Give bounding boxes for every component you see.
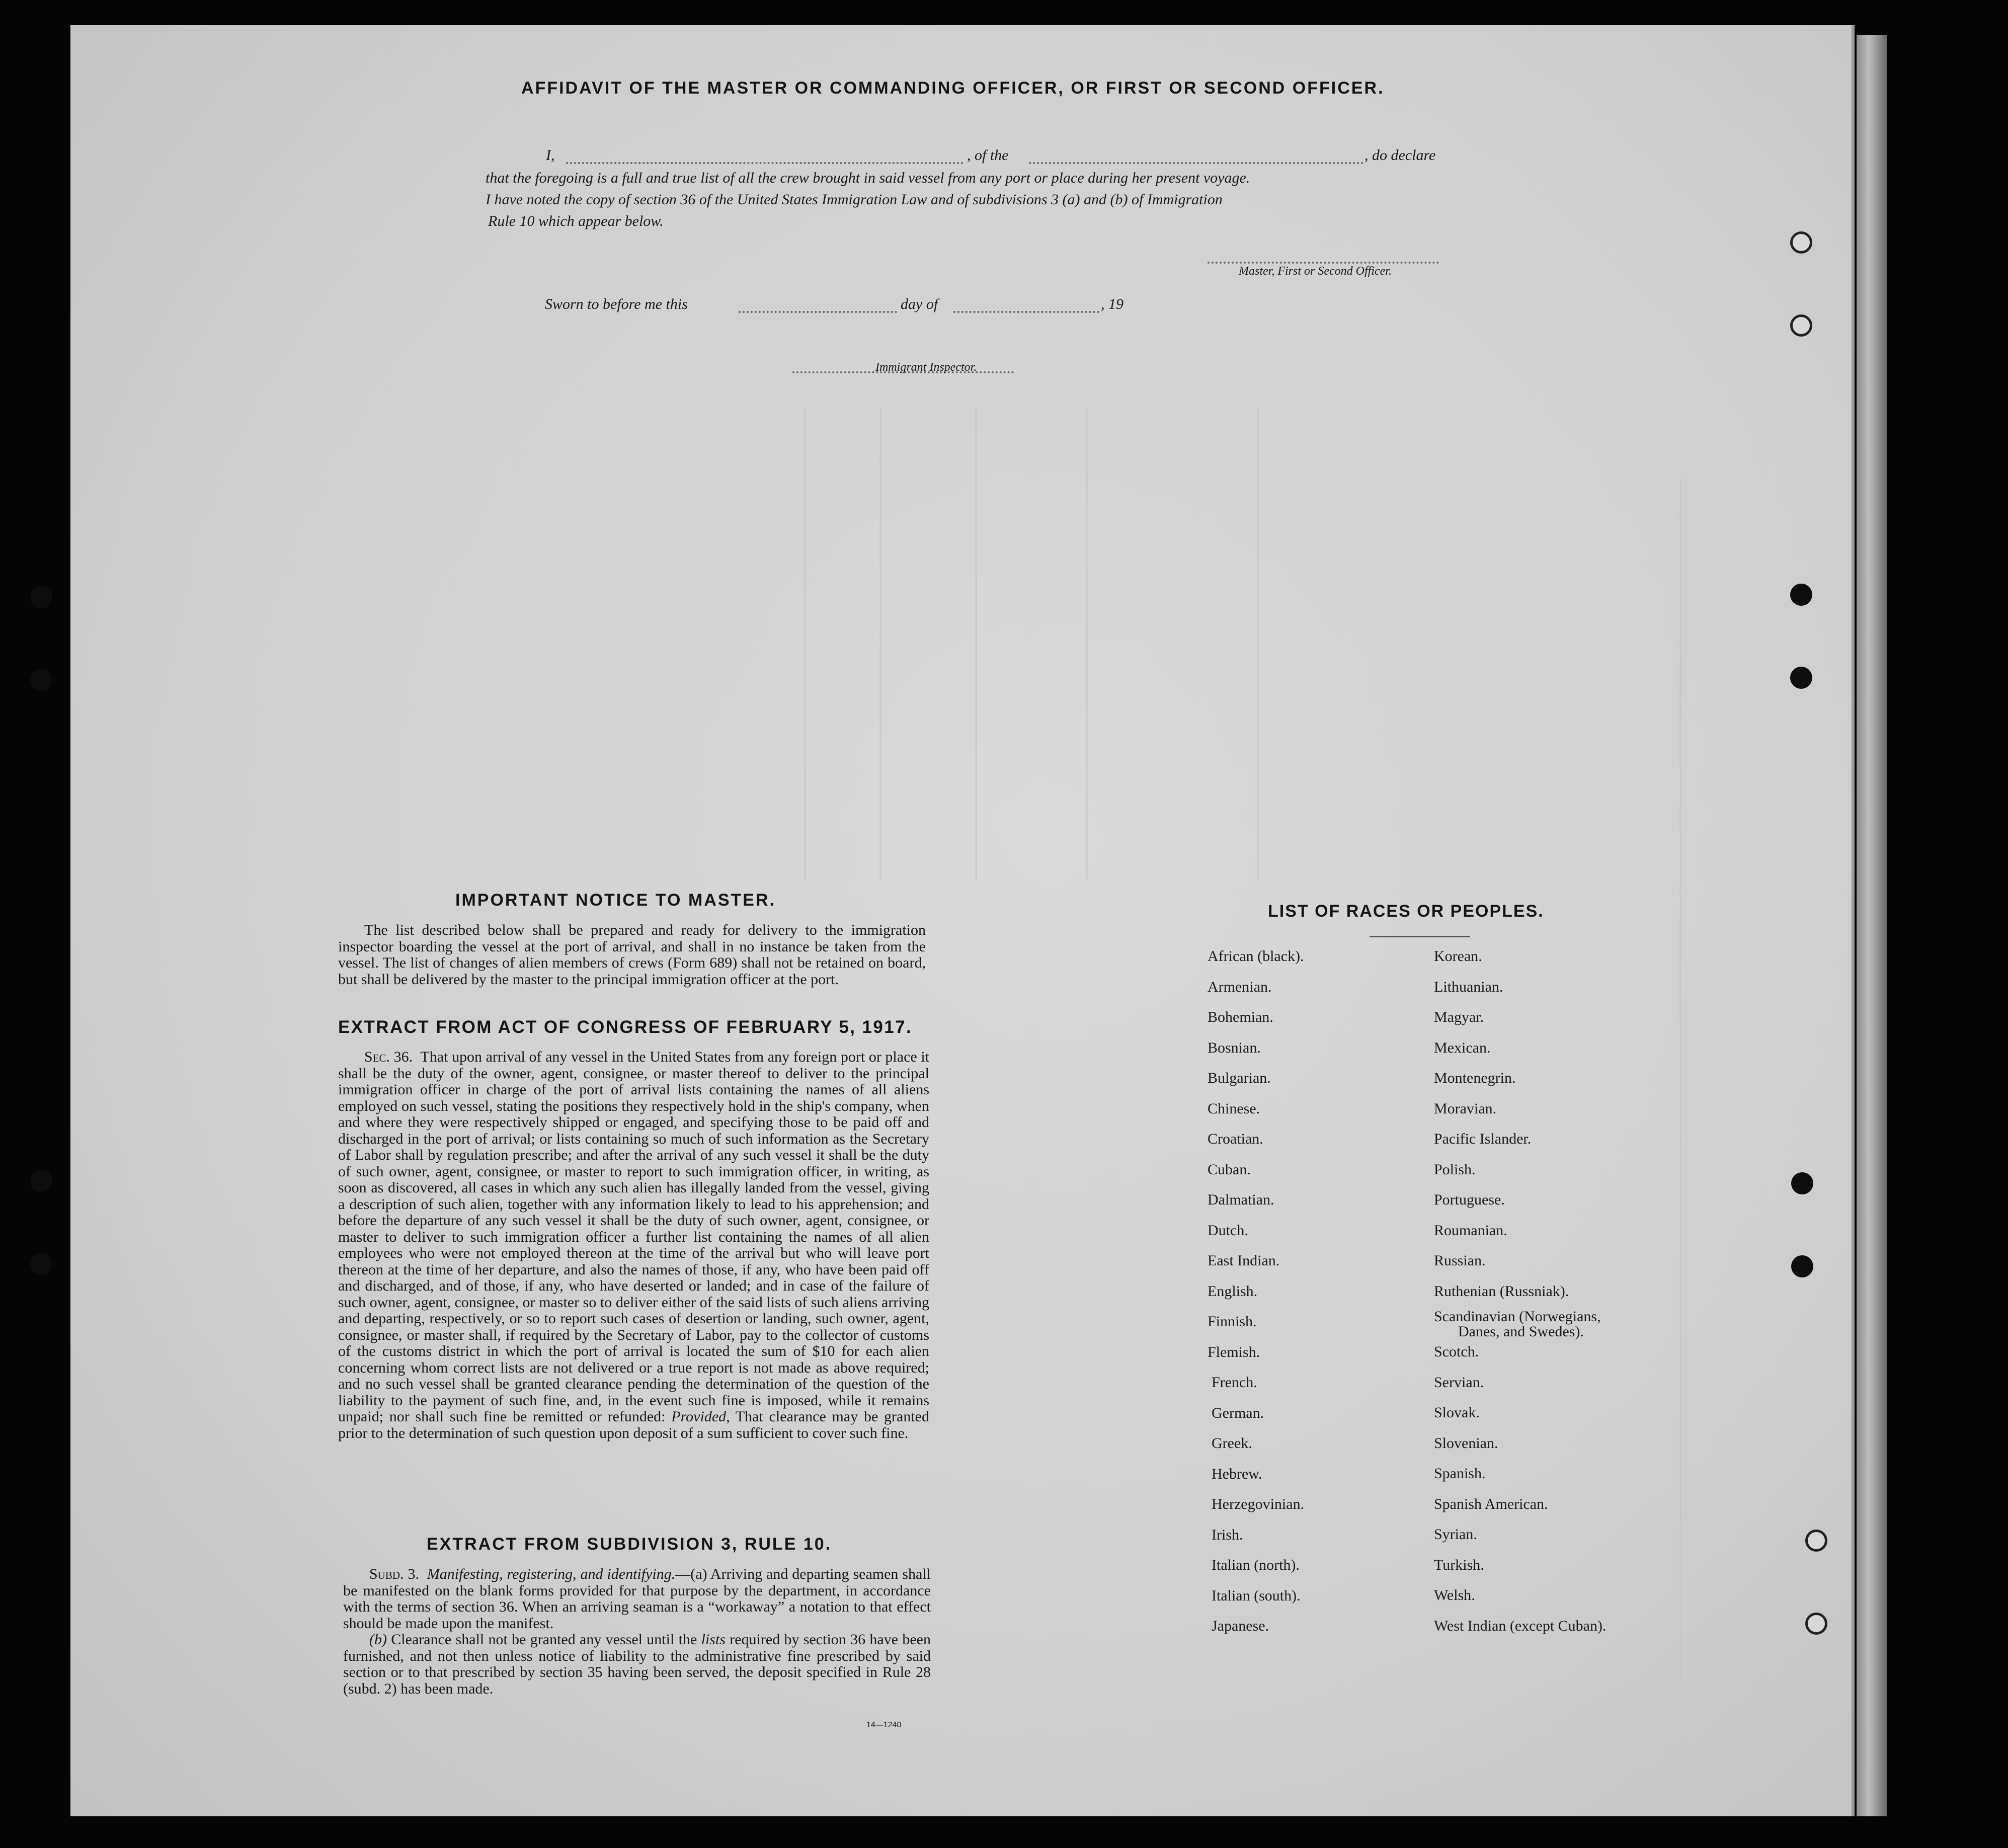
races-title: LIST OF RACES OR PEOPLES. bbox=[1268, 902, 1544, 921]
race-entry: Hebrew. bbox=[1212, 1465, 1262, 1482]
races-title-rule bbox=[1370, 936, 1470, 937]
race-entry: Irish. bbox=[1212, 1526, 1243, 1543]
page-edge-stack bbox=[1857, 35, 1887, 1816]
affidavit-do-declare: , do declare bbox=[1364, 147, 1436, 164]
race-entry: Pacific Islander. bbox=[1434, 1131, 1532, 1147]
race-entry: Russian. bbox=[1434, 1252, 1486, 1269]
race-entry: Herzegovinian. bbox=[1212, 1496, 1305, 1512]
race-entry: Syrian. bbox=[1434, 1526, 1477, 1543]
race-entry: Mexican. bbox=[1434, 1039, 1491, 1056]
affidavit-line-3: I have noted the copy of section 36 of the United States Immigration Law and of subdivisions 3 (a) and (b) of Immigration bbox=[486, 191, 1223, 208]
notice-paragraph: The list described below shall be prepared and ready for delivery to the immigration inspector boarding the vessel at the port of arrival, and shall in no instance be taken from the vessel. The list of changes of alien members of crews (Form 689) shall not be retained on board, but shall be delivered by the master to the principal immigration officer at the port. bbox=[338, 922, 926, 988]
race-entry: Turkish. bbox=[1434, 1556, 1484, 1573]
form-number: 14—1240 bbox=[866, 1721, 902, 1729]
race-entry: Lithuanian. bbox=[1434, 978, 1503, 995]
affidavit-declaration-i: I, bbox=[546, 147, 555, 164]
sworn-year: , 19 bbox=[1101, 296, 1123, 312]
sworn-month-blank bbox=[953, 311, 1099, 313]
section-label: Sec. 36. bbox=[364, 1049, 413, 1065]
race-entry: Croatian. bbox=[1208, 1131, 1263, 1147]
race-entry: Bulgarian. bbox=[1208, 1070, 1271, 1086]
binder-hole bbox=[30, 1253, 52, 1275]
race-entry: English. bbox=[1208, 1282, 1258, 1300]
race-entry: Magyar. bbox=[1434, 1009, 1484, 1025]
race-entry: Scandinavian (Norwegians, bbox=[1434, 1308, 1601, 1325]
notice-body bbox=[338, 922, 926, 988]
race-entry: Dutch. bbox=[1208, 1222, 1248, 1239]
sworn-prefix: Sworn to before me this bbox=[545, 296, 688, 312]
race-entry: African (black). bbox=[1208, 948, 1304, 965]
race-entry: Welsh. bbox=[1434, 1587, 1475, 1603]
race-entry: West Indian (except Cuban). bbox=[1434, 1617, 1607, 1634]
race-entry: Finnish. bbox=[1208, 1313, 1257, 1330]
subd-b-text-2: required by section 36 have been furnished, and not then unless notice of liability to the administrative fine prescribed by said section or to that prescribed by section 35 having been served, the deposit specified in Rule 28 (subd. 2) has been made. bbox=[343, 1631, 931, 1697]
race-entry: German. bbox=[1212, 1404, 1264, 1421]
race-entry: Polish. bbox=[1434, 1161, 1476, 1178]
race-entry: Montenegrin. bbox=[1434, 1070, 1516, 1086]
affidavit-line-4: Rule 10 which appear below. bbox=[488, 213, 664, 229]
subd-b-label: (b) bbox=[369, 1631, 387, 1648]
race-entry: Korean. bbox=[1434, 948, 1482, 965]
subd-b-italic: lists bbox=[701, 1631, 726, 1648]
race-entry: Greek. bbox=[1212, 1435, 1252, 1452]
race-entry: Servian. bbox=[1434, 1374, 1484, 1391]
vessel-blank-line bbox=[1029, 162, 1363, 164]
affidavit-of-the: , of the bbox=[967, 147, 1009, 164]
race-entry: Chinese. bbox=[1208, 1100, 1260, 1117]
master-signature-line bbox=[1208, 262, 1439, 264]
section-36-text: That upon arrival of any vessel in the United States from any foreign port or place it shall be the duty of the owner, agent, consignee, or master thereof to deliver to the principal immigration officer in charge of the port of arrival lists containing the names of all aliens employed on such vessel, stating the positions they respectively hold in the ship's company, when and where they were respectively shipped or engaged, and specifying those to be paid off and discharged in the port of arrival; or lists containing so much of such information as the Secretary of Labor shall by regulation prescribe; and after the arrival of any such vessel it shall be the duty of such owner, agent, consignee, or master to report to such immigration officer, in writing, as soon as discovered, all cases in which any such alien has illegally landed from the vessel, giving a description of such alien, together with any information likely to lead to his apprehension; and before the departure of any such vessel it shall be the duty of such owner, agent, consignee, or master to deliver to such immigration officer a further list containing the names of all alien employees who were not employed thereon at the time of the arrival but who will leave port thereon at the time of her departure, and also the names of those, if any, who have been paid off and discharged, and of those, if any, who have deserted or landed; and in case of the failure of such owner, agent, consignee, or master so to deliver either of the said lists of such aliens arriving and departing, respectively, or so to report such cases of desertion or landing, such owner, agent, consignee, or master shall, if required by the Secretary of Labor, pay to the collector of customs of the customs district in which the port of arrival is located the sum of $10 for each alien concerning whom correct lists are not delivered or a true report is not made as above required; and no such vessel shall be granted clearance pending the determination of the question of the liability to the payment of such fine, and, in the event such fine is imposed, while it remains unpaid; nor shall such fine be remitted or refunded: bbox=[338, 1049, 930, 1425]
race-entry: Roumanian. bbox=[1434, 1222, 1507, 1239]
binder-hole bbox=[30, 1170, 52, 1192]
act-extract-body bbox=[338, 1049, 929, 1441]
race-entry: Portuguese. bbox=[1434, 1191, 1505, 1208]
act-extract-title: EXTRACT FROM ACT OF CONGRESS OF FEBRUARY 5, 1917. bbox=[338, 1017, 913, 1037]
inspector-label: Immigrant Inspector. bbox=[875, 361, 977, 374]
section-36-end: That clearance may be granted prior to the determination of such question upon deposit of a sum sufficient to cover such fine. bbox=[338, 1408, 929, 1441]
race-entry: Slovak. bbox=[1434, 1404, 1480, 1421]
race-entry: Cuban. bbox=[1208, 1161, 1251, 1178]
master-signature-label: Master, First or Second Officer. bbox=[1239, 265, 1392, 278]
subd-heading: Manifesting, registering, and identifying. bbox=[427, 1566, 676, 1582]
race-entry: Dalmatian. bbox=[1208, 1191, 1274, 1208]
name-blank-line bbox=[566, 162, 963, 164]
race-entry: Scotch. bbox=[1434, 1343, 1479, 1360]
subd-label: Subd. 3. bbox=[369, 1566, 419, 1582]
race-entry: Bohemian. bbox=[1208, 1009, 1273, 1025]
race-entry: Moravian. bbox=[1434, 1100, 1497, 1117]
race-entry: Japanese. bbox=[1212, 1618, 1269, 1634]
binder-hole bbox=[30, 586, 52, 608]
sworn-day-of: day of bbox=[901, 296, 938, 312]
subd-b-text-1: Clearance shall not be granted any vessel until the bbox=[391, 1631, 697, 1648]
race-entry: Armenian. bbox=[1208, 978, 1272, 995]
section-36-paragraph bbox=[338, 1049, 929, 1441]
binder-hole bbox=[30, 669, 52, 691]
race-entry: French. bbox=[1212, 1374, 1257, 1391]
race-entry: Ruthenian (Russniak). bbox=[1434, 1282, 1569, 1300]
race-entry: East Indian. bbox=[1208, 1252, 1280, 1269]
race-entry: Italian (south). bbox=[1212, 1587, 1301, 1604]
race-entry: Spanish American. bbox=[1434, 1495, 1548, 1512]
provided-word: Provided, bbox=[671, 1408, 730, 1425]
subd-a-text: —(a) Arriving and departing seamen shall be manifested on the blank forms provided for that purpose by the department, in accordance with the terms of section 36. When an arriving seaman is a “workaway” a notation to that effect should be made upon the manifest. bbox=[343, 1566, 931, 1632]
race-entry: Italian (north). bbox=[1212, 1557, 1300, 1573]
affidavit-line-2: that the foregoing is a full and true list of all the crew brought in said vessel from any port or place during her present voyage. bbox=[486, 170, 1250, 186]
affidavit-title: AFFIDAVIT OF THE MASTER OR COMMANDING OFFICER, OR FIRST OR SECOND OFFICER. bbox=[521, 78, 1385, 98]
race-entry: Flemish. bbox=[1208, 1343, 1260, 1360]
rule-extract-title: EXTRACT FROM SUBDIVISION 3, RULE 10. bbox=[427, 1535, 832, 1554]
race-entry: Slovenian. bbox=[1434, 1434, 1498, 1452]
bleed-through-rules bbox=[70, 25, 1852, 1816]
race-entry: Bosnian. bbox=[1208, 1039, 1261, 1056]
race-entry: Danes, and Swedes). bbox=[1458, 1323, 1584, 1340]
race-entry: Spanish. bbox=[1434, 1465, 1486, 1482]
notice-title: IMPORTANT NOTICE TO MASTER. bbox=[455, 891, 776, 910]
sworn-day-blank bbox=[739, 311, 897, 313]
rule-extract-body bbox=[343, 1566, 931, 1697]
subd-3-paragraph bbox=[343, 1566, 931, 1632]
subd-b-paragraph bbox=[343, 1632, 931, 1697]
